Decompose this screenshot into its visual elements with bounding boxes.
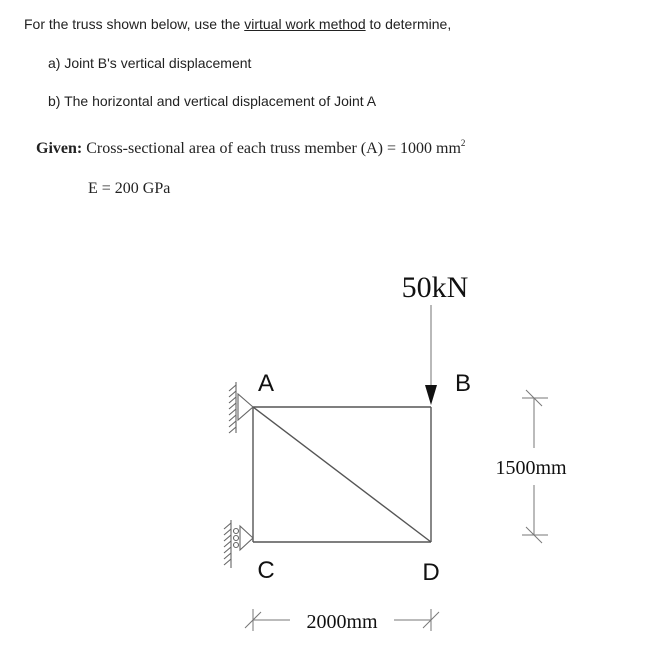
intro-before: For the truss shown below, use the [24,16,245,32]
joint-b-label: B [454,370,472,397]
given-area-text: Cross-sectional area of each truss member (A) = 1000 mm [82,140,461,157]
pin-support-a [229,382,253,433]
given-label: Given: [36,140,83,157]
member-ad [253,407,431,542]
part-b-text: b) The horizontal and vertical displacement of Joint A [48,93,377,109]
height-dimension-label: 1500mm [495,457,567,479]
given-area-sup: 2 [460,138,466,148]
given-modulus: E = 200 GPa [88,180,171,197]
load-label: 50kN [401,271,469,304]
roller-support-c [224,520,253,568]
intro-after: to determine, [365,16,452,32]
joint-d-label: D [422,559,440,586]
load-arrow [425,305,437,405]
width-dimension-label: 2000mm [306,611,378,633]
part-a-text: a) Joint B's vertical displacement [48,55,252,71]
joint-a-label: A [257,370,275,397]
truss-members [253,407,431,542]
virtual-work-link[interactable]: virtual work method [244,16,366,32]
joint-c-label: C [257,557,275,584]
